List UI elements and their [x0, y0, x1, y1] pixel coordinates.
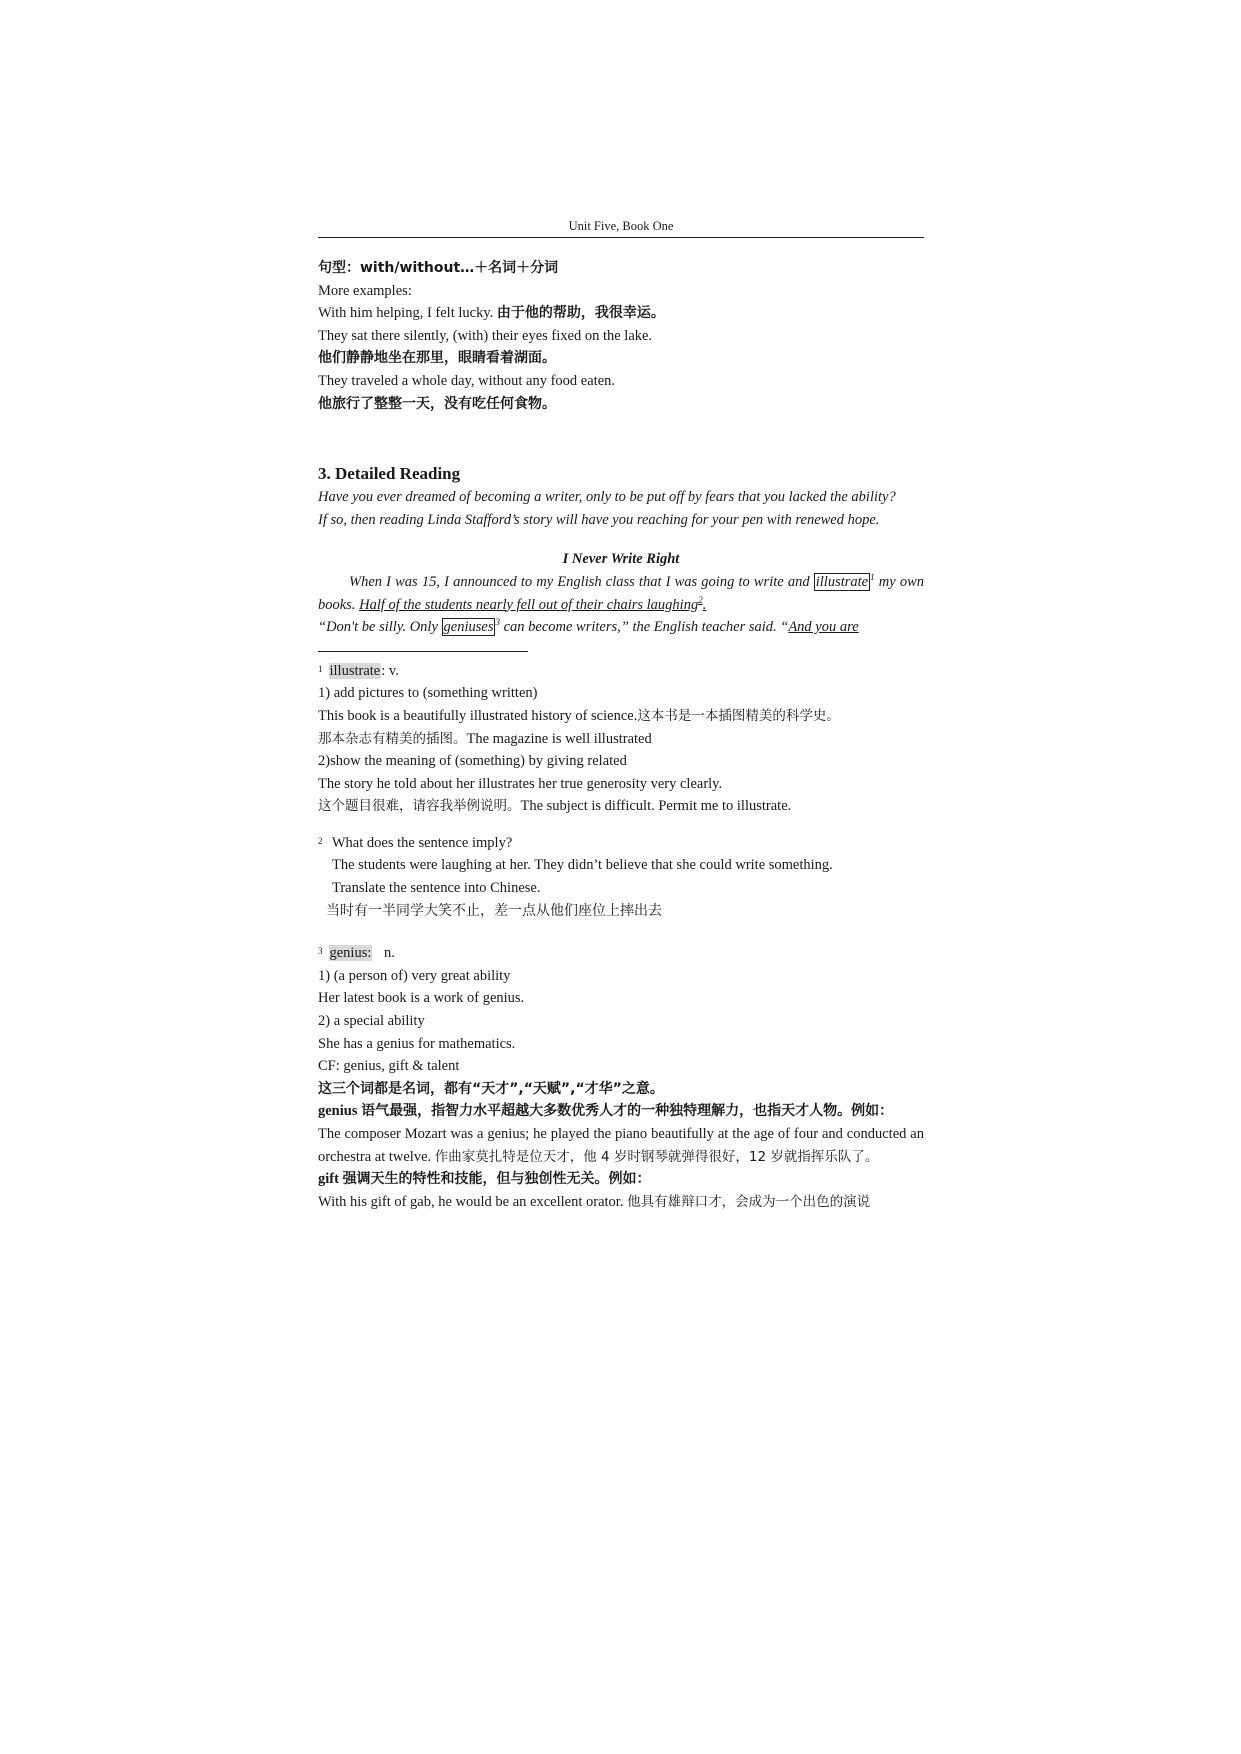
example-1-zh: 由于他的帮助，我很幸运。: [496, 305, 665, 322]
footnote-1-line-2-en: This book is a beautifully illustrated history of science.: [318, 707, 638, 724]
spacer: [318, 922, 924, 936]
footnote-1-line-5: The story he told about her illustrates her true generosity very clearly.: [318, 775, 723, 792]
page-content: [318, 218, 924, 1213]
footnote-1-head: [318, 660, 924, 683]
footnote-1-pos: : v.: [381, 662, 399, 679]
footnote-1-line-3: [318, 728, 924, 751]
footnote-2-answer-1: The students were laughing at her. They didn’t believe that she could write something.: [332, 857, 833, 874]
example-3-zh: 他旅行了整整一天，没有吃任何食物。: [318, 395, 556, 412]
footnote-3-line-3: 2) a special ability: [318, 1013, 425, 1030]
story-text-2: my: [878, 573, 896, 590]
footnote-3-line-1: 1) (a person of) very great ability: [318, 967, 511, 984]
gift-term: gift: [318, 1171, 339, 1188]
footnote-1-line-3-en: The magazine is well illustrated: [466, 730, 652, 747]
footnote-1-number: 1: [318, 663, 323, 674]
footnote-1-line-2-zh: 这本书是一本插图精美的科学史。: [637, 707, 840, 724]
footnote-3-line-5: CF: genius, gift & talent: [318, 1058, 460, 1075]
story-title: I Never Write Right: [562, 551, 680, 568]
footnote-3-number: 3: [318, 946, 323, 957]
footnote-1-line-6: [318, 795, 924, 818]
gift-description: 强调天生的特性和技能，但与独创性无关。例如：: [342, 1171, 651, 1188]
footnote-2-number: 2: [318, 835, 323, 846]
footnote-3-head: [318, 942, 924, 965]
footnote-ref-2[interactable]: 2: [698, 594, 703, 605]
story-period: .: [702, 596, 707, 613]
vocab-geniuses[interactable]: geniuses: [443, 619, 494, 636]
example-2-en: They sat there silently, (with) their eyes fixed on the lake.: [318, 327, 653, 344]
story-text-1: When I was 15, I announced to my English class that I was going to write and: [349, 573, 810, 590]
story-underlined-phrase: And you are: [788, 619, 859, 636]
running-header: Unit Five, Book One: [318, 218, 924, 238]
story-text-4: “Don't be silly. Only: [318, 619, 438, 636]
vocab-illustrate[interactable]: illustrate: [815, 573, 869, 590]
footnote-ref-3[interactable]: 3: [495, 617, 500, 628]
genius-term: genius: [318, 1103, 358, 1120]
footnote-2-question-2: Translate the sentence into Chinese.: [332, 880, 541, 897]
footnote-3-line-2: Her latest book is a work of genius.: [318, 990, 525, 1007]
example-2-zh: 他们静静地坐在那里，眼睛看着湖面。: [318, 350, 556, 367]
footnote-3-line-4: She has a genius for mathematics.: [318, 1035, 516, 1052]
footnote-3-line-6: 这三个词都是名词，都有“天才”,“天赋”,“才华”之意。: [318, 1080, 664, 1097]
footnote-1-line-3-zh: 那本杂志有精美的插图。: [318, 730, 467, 747]
footnote-2-answer-2: 当时有一半同学大笑不止，差一点从他们座位上摔出去: [326, 902, 662, 919]
story-underlined-sentence: Half of the students nearly fell out of their chairs laughing: [359, 596, 699, 613]
story-text-5: can become writers,” the English teacher said. “: [503, 619, 789, 636]
genius-definition: [318, 1100, 924, 1123]
genius-example: [318, 1123, 924, 1168]
gift-example: [318, 1191, 924, 1214]
footnote-3-word: genius:: [329, 945, 372, 962]
footnote-1-line-1: 1) add pictures to (something written): [318, 685, 538, 702]
footnote-ref-1[interactable]: 1: [870, 572, 875, 583]
example-3-en: They traveled a whole day, without any food eaten.: [318, 372, 616, 389]
spacer: [318, 818, 924, 832]
section-title: 3. Detailed Reading: [318, 464, 461, 484]
gift-example-zh: 他具有雄辩口才，会成为一个出色的演说: [627, 1193, 871, 1210]
footnote-1-line-2: [318, 705, 924, 728]
more-examples-label: More examples:: [318, 282, 412, 299]
footnote-2-question-1: What does the sentence imply?: [331, 834, 513, 851]
footnote-1-line-4: 2)show the meaning of (something) by giving related: [318, 753, 627, 770]
footnote-1-line-6-en: The subject is difficult. Permit me to illustrate.: [520, 798, 792, 815]
genius-example-zh: 作曲家莫扎特是位天才，他 4 岁时钢琴就弹得很好，12 岁就指挥乐队了。: [434, 1148, 879, 1165]
pattern-label: 句型：with/without…＋名词＋分词: [318, 260, 559, 276]
section-intro-1: Have you ever dreamed of becoming a writer, only to be put off by fears that you lacked the ability?: [318, 489, 896, 506]
genius-description: 语气最强，指智力水平超越大多数优秀人才的一种独特理解力，也指天才人物。例如：: [361, 1103, 894, 1120]
footnote-1-word: illustrate: [329, 662, 381, 679]
section-intro-2: If so, then reading Linda Stafford’s story will have you reaching for your pen with renewed hope.: [318, 511, 880, 528]
example-1-en: With him helping, I felt lucky.: [318, 305, 494, 322]
footnote-3-pos: n.: [384, 945, 395, 962]
story-paragraph-2: [318, 616, 924, 639]
genius-example-en: The composer Mozart was a genius; he played the piano beautifully at the age of four and conducted an orchestra at twelve.: [318, 1126, 924, 1165]
footnote-2-head: [318, 832, 924, 855]
gift-definition: [318, 1168, 924, 1191]
footnote-1-line-6-zh: 这个题目很难，请容我举例说明。: [318, 798, 521, 815]
story-text-3: own books.: [318, 573, 925, 613]
gift-example-en: With his gift of gab, he would be an excellent orator.: [318, 1193, 624, 1210]
story-paragraph: [318, 571, 924, 616]
example-1: [318, 302, 924, 325]
footnote-divider: [318, 651, 528, 652]
